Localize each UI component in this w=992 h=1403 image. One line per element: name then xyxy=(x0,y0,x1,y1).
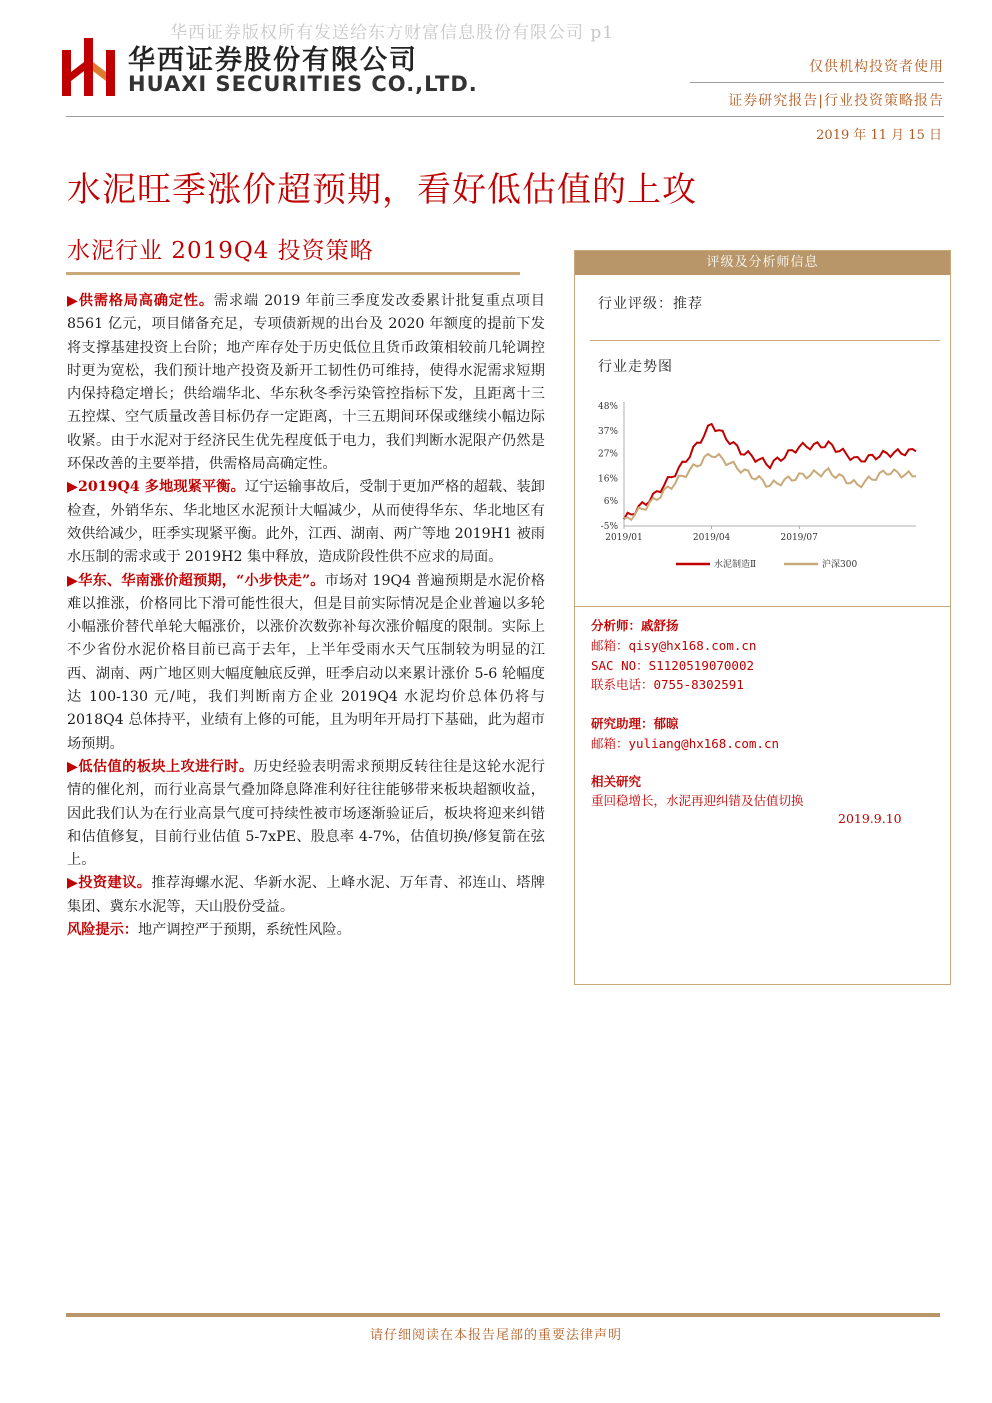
page-subtitle: 水泥行业 2019Q4 投资策略 xyxy=(67,238,374,264)
analyst-name: 戚舒扬 xyxy=(641,618,679,633)
paragraph-text: 需求端 2019 年前三季度发改委累计批复重点项目 8561 亿元，项目储备充足，专项债新规的出台及 2020 年额度的提前下发将支撑基建投资上台阶；地产库存处于历史低位且货币政策相较前几轮调控时更为宽松，我们预计地产投资及新开工韧性仍可维持，使得水泥需求短期内保持稳定增长；供给端华北、华东秋冬季污染管控指标下发，且距离十三五控煤、空气质量改善目标仍存一定距离，十三五期间环保或继续小幅边际收紧。由于水泥对于经济民生优先程度低于电力，我们判断水泥限产仍然是环保改善的主要举措，供需格局高确定性。 xyxy=(67,293,545,473)
paragraph xyxy=(67,919,545,942)
paragraph xyxy=(67,290,545,476)
analyst-phone: 联系电话：0755-8302591 xyxy=(591,677,744,692)
chart-lines xyxy=(624,424,916,520)
related-research-date: 2019.9.10 xyxy=(838,811,902,826)
paragraph-text: 市场对 19Q4 普遍预期是水泥价格难以推涨，价格同比下滑可能性很大，但是目前实际情况是企业普遍以多轮小幅涨价替代单轮大幅涨价，以涨价次数弥补每次涨价幅度的限制。实际上不少省份水泥价格目前已高于去年，上半年受雨水天气压制较为明显的江西、湖南、两广地区则大幅度触底反弹，旺季启动以来累计涨价 5-6 轮幅度达 100-130 元/吨，我们判断南方企业 2019Q4 水泥均价总体仍将与 2018Q4 总体持平，业绩有上修的可能，且为明年开局打下基础，此为超市场预期。 xyxy=(67,572,546,752)
report-date: 2019 年 11 月 15 日 xyxy=(816,128,942,143)
paragraph-lead: ▶供需格局高确定性。 xyxy=(67,293,214,309)
paragraph-text: 地产调控严于预期，系统性风险。 xyxy=(137,922,351,939)
trend-chart-title: 行业走势图 xyxy=(598,359,673,375)
company-name-cn: 华西证券股份有限公司 xyxy=(128,45,418,76)
y-tick-label: 48% xyxy=(597,402,618,412)
assistant-email: 邮箱：yuliang@hx168.com.cn xyxy=(591,736,780,751)
panel-divider xyxy=(590,340,940,341)
audience-note: 仅供机构投资者使用 xyxy=(809,59,944,75)
header-rule xyxy=(66,116,944,117)
x-tick-label: 2019/01 xyxy=(605,533,643,543)
paragraph-lead: ▶华东、华南涨价超预期，“小步快走”。 xyxy=(67,572,325,589)
assistant-name: 郁晾 xyxy=(653,716,679,731)
paragraph-text: 辽宁运输事故后，受制于更加严格的超载、装卸检查，外销华东、华北地区水泥预计大幅减少，从而使得华东、华北地区有效供给减少，旺季实现紧平衡。此外，江西、湖南、两广等地 2019H1 被雨水压制的需求或于 2019H2 集中释放，造成阶段性供不应求的局面。 xyxy=(67,479,545,566)
watermark: 华西证券版权所有发送给东方财富信息股份有限公司 p1 xyxy=(170,23,615,43)
assistant-line xyxy=(591,714,679,732)
x-tick-label: 2019/07 xyxy=(780,533,818,543)
paragraph-lead: ▶2019Q4 多地现紧平衡。 xyxy=(67,479,245,496)
page-title: 水泥旺季涨价超预期，看好低估值的上攻 xyxy=(67,170,697,210)
series-line-1 xyxy=(624,424,916,519)
analyst-email: 邮箱：qisy@hx168.com.cn xyxy=(591,638,757,653)
y-tick-label: -5% xyxy=(600,522,618,532)
analyst-label: 分析师： xyxy=(591,618,642,633)
related-research-title: 相关研究 xyxy=(591,774,642,789)
analyst-line xyxy=(591,616,679,634)
panel-divider xyxy=(575,606,950,607)
paragraph xyxy=(67,756,545,872)
assistant-label: 研究助理： xyxy=(591,716,654,731)
industry-rating: 行业评级：推荐 xyxy=(598,296,703,312)
paragraph-text: 历史经验表明需求预期反转往往是这轮水泥行情的催化剂，而行业高景气叠加降息降准利好往往能够带来板块超额收益，因此我们认为在行业高景气度可持续性被市场逐渐验证后，板块将迎来纠错和估值修复，目前行业估值 5-7xPE、股息率 4-7%，估值切换/修复箭在弦上。 xyxy=(67,758,545,869)
y-tick-label: 16% xyxy=(597,474,618,485)
company-logo-icon xyxy=(62,38,116,96)
paragraph-lead: 风险提示： xyxy=(67,922,138,939)
y-tick-label: 27% xyxy=(597,449,618,460)
paragraph-text: 推荐海螺水泥、华新水泥、上峰水泥、万年青、祁连山、塔牌集团、冀东水泥等，天山股份受益。 xyxy=(67,875,545,915)
company-name-en: HUAXI SECURITIES CO.,LTD. xyxy=(128,72,478,96)
footer-rule xyxy=(66,1313,940,1317)
panel-header: 评级及分析师信息 xyxy=(575,251,950,275)
report-body xyxy=(67,290,545,942)
footer-disclaimer: 请仔细阅读在本报告尾部的重要法律声明 xyxy=(369,1328,622,1343)
paragraph xyxy=(67,476,545,569)
series-line-2 xyxy=(624,454,916,520)
header-divider xyxy=(690,82,944,83)
chart-legend xyxy=(676,558,857,570)
legend-label: 沪深300 xyxy=(822,560,858,570)
related-research-item[interactable]: 重回稳增长，水泥再迎纠错及估值切换 xyxy=(591,793,804,808)
y-tick-label: 6% xyxy=(603,497,618,508)
paragraph xyxy=(67,570,545,756)
y-tick-label: 37% xyxy=(597,426,618,437)
subtitle-rule xyxy=(66,272,520,275)
paragraph-lead: ▶低估值的板块上攻进行时。 xyxy=(67,758,254,775)
report-type: 证券研究报告|行业投资策略报告 xyxy=(728,93,944,109)
industry-trend-chart xyxy=(588,392,928,582)
chart-axes xyxy=(598,402,916,543)
paragraph-lead: ▶投资建议。 xyxy=(67,875,152,892)
analyst-sac: SAC NO：S1120519070002 xyxy=(591,658,755,673)
legend-label: 水泥制造Ⅱ xyxy=(714,560,757,570)
paragraph xyxy=(67,872,545,919)
x-tick-label: 2019/04 xyxy=(692,533,731,543)
